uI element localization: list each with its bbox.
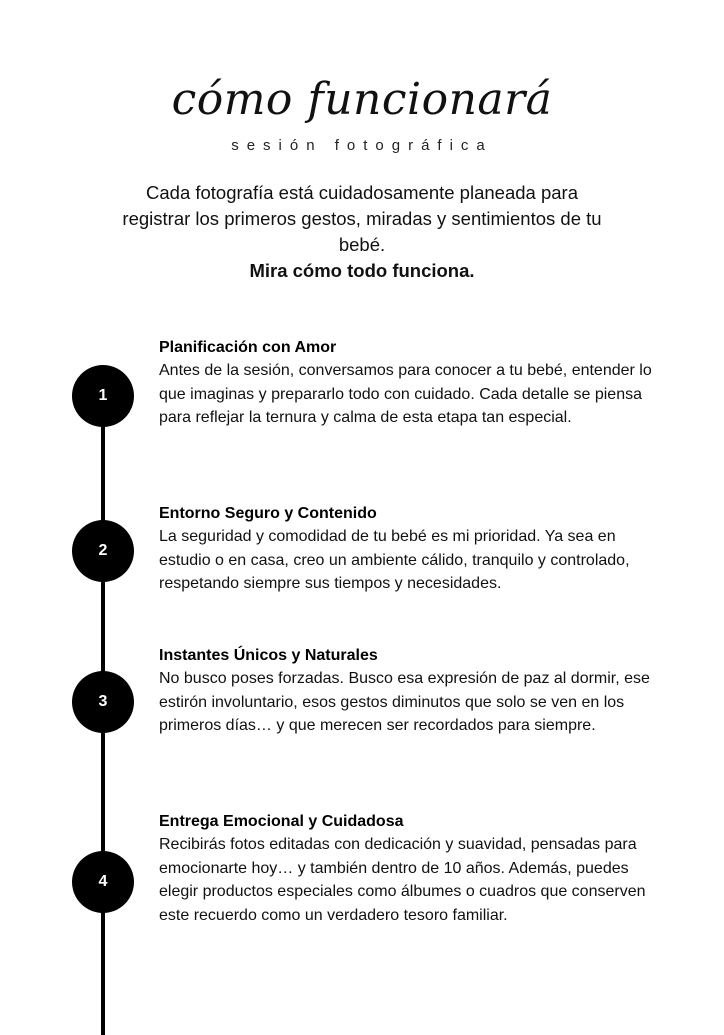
- step-3: [159, 645, 659, 738]
- step-4-title: Entrega Emocional y Cuidadosa: [159, 813, 404, 830]
- step-2-body: La seguridad y comodidad de tu bebé es mi prioridad. Ya sea en estudio o en casa, creo un ambiente cálido, tranquilo y controlado, respetando siempre sus tiempos y necesidades.: [159, 528, 630, 592]
- page-title: cómo funcionará: [171, 74, 553, 125]
- step-3-number-circle: 3: [72, 671, 134, 733]
- step-4-number-circle: 4: [72, 851, 134, 913]
- step-1-body: Antes de la sesión, conversamos para conocer a tu bebé, entender lo que imaginas y prepararlo todo con cuidado. Cada detalle se piensa para reflejar la ternura y calma de esta etapa tan especial.: [159, 362, 652, 426]
- step-2: [159, 503, 659, 596]
- step-1: [159, 337, 659, 430]
- step-1-number-circle: 1: [72, 365, 134, 427]
- intro-text: Cada fotografía está cuidadosamente planeada para registrar los primeros gestos, miradas y sentimientos de tu bebé.: [122, 182, 602, 255]
- step-4-body: Recibirás fotos editadas con dedicación y suavidad, pensadas para emocionarte hoy… y también dentro de 10 años. Además, puedes elegir productos especiales como álbumes o cuadros que conserven este recuerdo como un verdadero tesoro familiar.: [159, 836, 646, 924]
- page-subtitle: sesión fotográfica: [231, 137, 493, 154]
- step-1-title: Planificación con Amor: [159, 339, 337, 356]
- step-2-number-circle: 2: [72, 520, 134, 582]
- step-4: [159, 811, 659, 927]
- step-3-title: Instantes Únicos y Naturales: [159, 647, 378, 664]
- step-2-title: Entorno Seguro y Contenido: [159, 505, 377, 522]
- intro-emphasis: Mira cómo todo funciona.: [249, 260, 475, 281]
- intro-paragraph: [112, 180, 612, 284]
- step-3-body: No busco poses forzadas. Busco esa expresión de paz al dormir, ese estirón involuntario, esos gestos diminutos que solo se ven en los primeros días… y que merecen ser recordados para siempre.: [159, 670, 650, 734]
